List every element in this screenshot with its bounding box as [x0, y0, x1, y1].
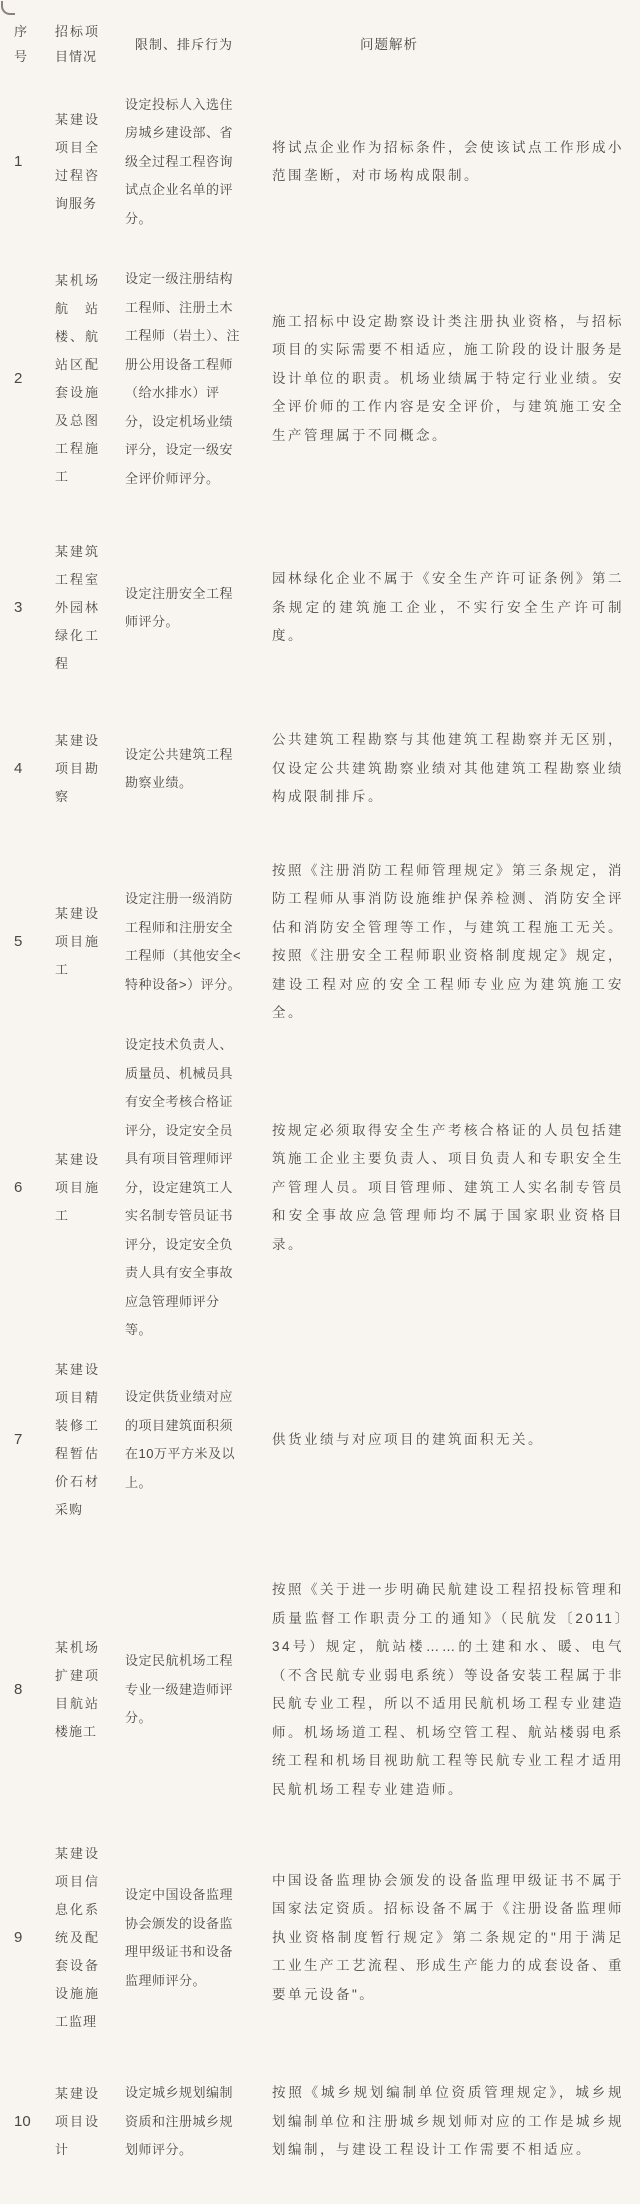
behavior-cell: 设定民航机场工程专业一级建造师评分。: [125, 1653, 234, 1726]
project-cell: 某建设项目施工: [55, 1152, 99, 1223]
column-header-analysis: 问题解析: [360, 36, 418, 52]
project-cell: 某建设项目信息化系统及配套设备设施施工监理: [55, 1846, 99, 2029]
project-cell: 某建设项目施工: [55, 906, 99, 977]
project-cell: 某建设项目设计: [55, 2086, 99, 2157]
analysis-cell: 按照《关于进一步明确民航建设工程招投标管理和质量监督工作职责分工的通知》（民航发〔2011〕34号）规定，航站楼……的土建和水、暖、电气（不含民航专业弱电系统）等设备安装工程属于非民航专业工程，所以不适用民航机场工程专业建造师。机场场道工程、机场空管工程、航站楼弱电系统工程和机场目视助航工程等民航专业工程才适用民航机场工程专业建造师。: [272, 1582, 624, 1797]
column-header-no: 序号: [14, 24, 29, 64]
project-cell: 某机场扩建项目航站楼施工: [55, 1640, 99, 1739]
row-number: 1: [14, 153, 23, 170]
row-number: 8: [14, 1681, 23, 1698]
behavior-cell: 设定注册安全工程师评分。: [125, 585, 234, 629]
table-row: [0, 694, 640, 844]
row-number: 5: [14, 933, 23, 950]
project-cell: 某建设项目全过程咨询服务: [55, 112, 99, 211]
table-row: [0, 1544, 640, 1836]
row-number: 3: [14, 599, 23, 616]
row-number: 2: [14, 370, 23, 387]
behavior-cell: 设定中国设备监理协会颁发的设备监理甲级证书和设备监理师评分。: [125, 1887, 234, 1988]
project-cell: 某建筑工程室外园林绿化工程: [55, 544, 99, 671]
analysis-cell: 供货业绩与对应项目的建筑面积无关。: [272, 1431, 544, 1447]
project-cell: 某机场航站楼、航站区配套设施及总图工程施工: [55, 273, 99, 484]
table-row: [0, 236, 640, 522]
table-row: [0, 522, 640, 694]
column-header-project: 招标项目情况: [55, 24, 99, 64]
behavior-cell: 设定注册一级消防工程师和注册安全工程师（其他安全<特种设备>）评分。: [125, 891, 242, 992]
analysis-cell: 将试点企业作为招标条件，会使该试点工作形成小范围垄断，对市场构成限制。: [272, 139, 624, 183]
row-number: 10: [14, 2113, 31, 2130]
analysis-cell: 公共建筑工程勘察与其他建筑工程勘察并无区别，仅设定公共建筑勘察业绩对其他建筑工程勘察业绩构成限制排斥。: [272, 732, 624, 805]
project-cell: 某建设项目勘察: [55, 733, 99, 804]
analysis-cell: 中国设备监理协会颁发的设备监理甲级证书不属于国家法定资质。招标设备不属于《注册设备监理师执业资格制度暂行规定》第二条规定的"用于满足工业生产工艺流程、形成生产能力的成套设备、重要单元设备"。: [272, 1872, 624, 2002]
row-number: 9: [14, 1929, 23, 1946]
behavior-cell: 设定城乡规划编制资质和注册城乡规划师评分。: [125, 2085, 234, 2158]
table-header: [0, 0, 640, 88]
table-row: [0, 2040, 640, 2204]
behavior-cell: 设定一级注册结构工程师、注册土木工程师（岩土）、注册公用设备工程师（给水排水）评分，设定机场业绩评分，设定一级安全评价师评分。: [125, 271, 241, 486]
analysis-cell: 按照《城乡规划编制单位资质管理规定》，城乡规划编制单位和注册城乡规划师对应的工作是城乡规划编制，与建设工程设计工作需要不相适应。: [272, 2085, 624, 2158]
table-row: [0, 88, 640, 236]
table-row: [0, 844, 640, 1040]
project-cell: 某建设项目精装修工程暂估价石材采购: [55, 1362, 99, 1517]
row-number: 6: [14, 1179, 23, 1196]
analysis-cell: 施工招标中设定勘察设计类注册执业资格，与招标项目的实际需要不相适应，施工阶段的设计服务是设计单位的职责。机场业绩属于特定行业业绩。安全评价师的工作内容是安全评价，与建筑施工安全生产管理属于不同概念。: [272, 313, 624, 443]
column-header-behavior: 限制、排斥行为: [134, 36, 233, 52]
behavior-cell: 设定公共建筑工程勘察业绩。: [125, 746, 234, 790]
table-row: [0, 1836, 640, 2040]
analysis-cell: 园林绿化企业不属于《安全生产许可证条例》第二条规定的建筑施工企业，不实行安全生产许可制度。: [272, 571, 624, 644]
behavior-cell: 设定供货业绩对应的项目建筑面积须在10万平方米及以上。: [125, 1389, 235, 1490]
behavior-cell: 设定技术负责人、质量员、机械员具有安全考核合格证评分，设定安全员具有项目管理师评分，设定建筑工人实名制专管员证书评分，设定安全负责人具有安全事故应急管理师评分等。: [125, 1037, 234, 1338]
analysis-cell: 按照《注册消防工程师管理规定》第三条规定，消防工程师从事消防设施维护保养检测、消防安全评估和消防安全管理等工作，与建筑工程施工无关。按照《注册安全工程师职业资格制度规定》规定，建设工程对应的安全工程师专业应为建筑施工安全。: [272, 862, 624, 1020]
behavior-cell: 设定投标人入选住房城乡建设部、省级全过程工程咨询试点企业名单的评分。: [125, 96, 234, 226]
table-row: [0, 1037, 640, 1338]
row-number: 4: [14, 760, 23, 777]
table-row: [0, 1336, 640, 1544]
row-number: 7: [14, 1431, 23, 1448]
analysis-cell: 按规定必须取得安全生产考核合格证的人员包括建筑施工企业主要负责人、项目负责人和专职安全生产管理人员。项目管理师、建筑工人实名制专管员和安全事故应急管理师均不属于国家职业资格目录。: [272, 1122, 624, 1252]
